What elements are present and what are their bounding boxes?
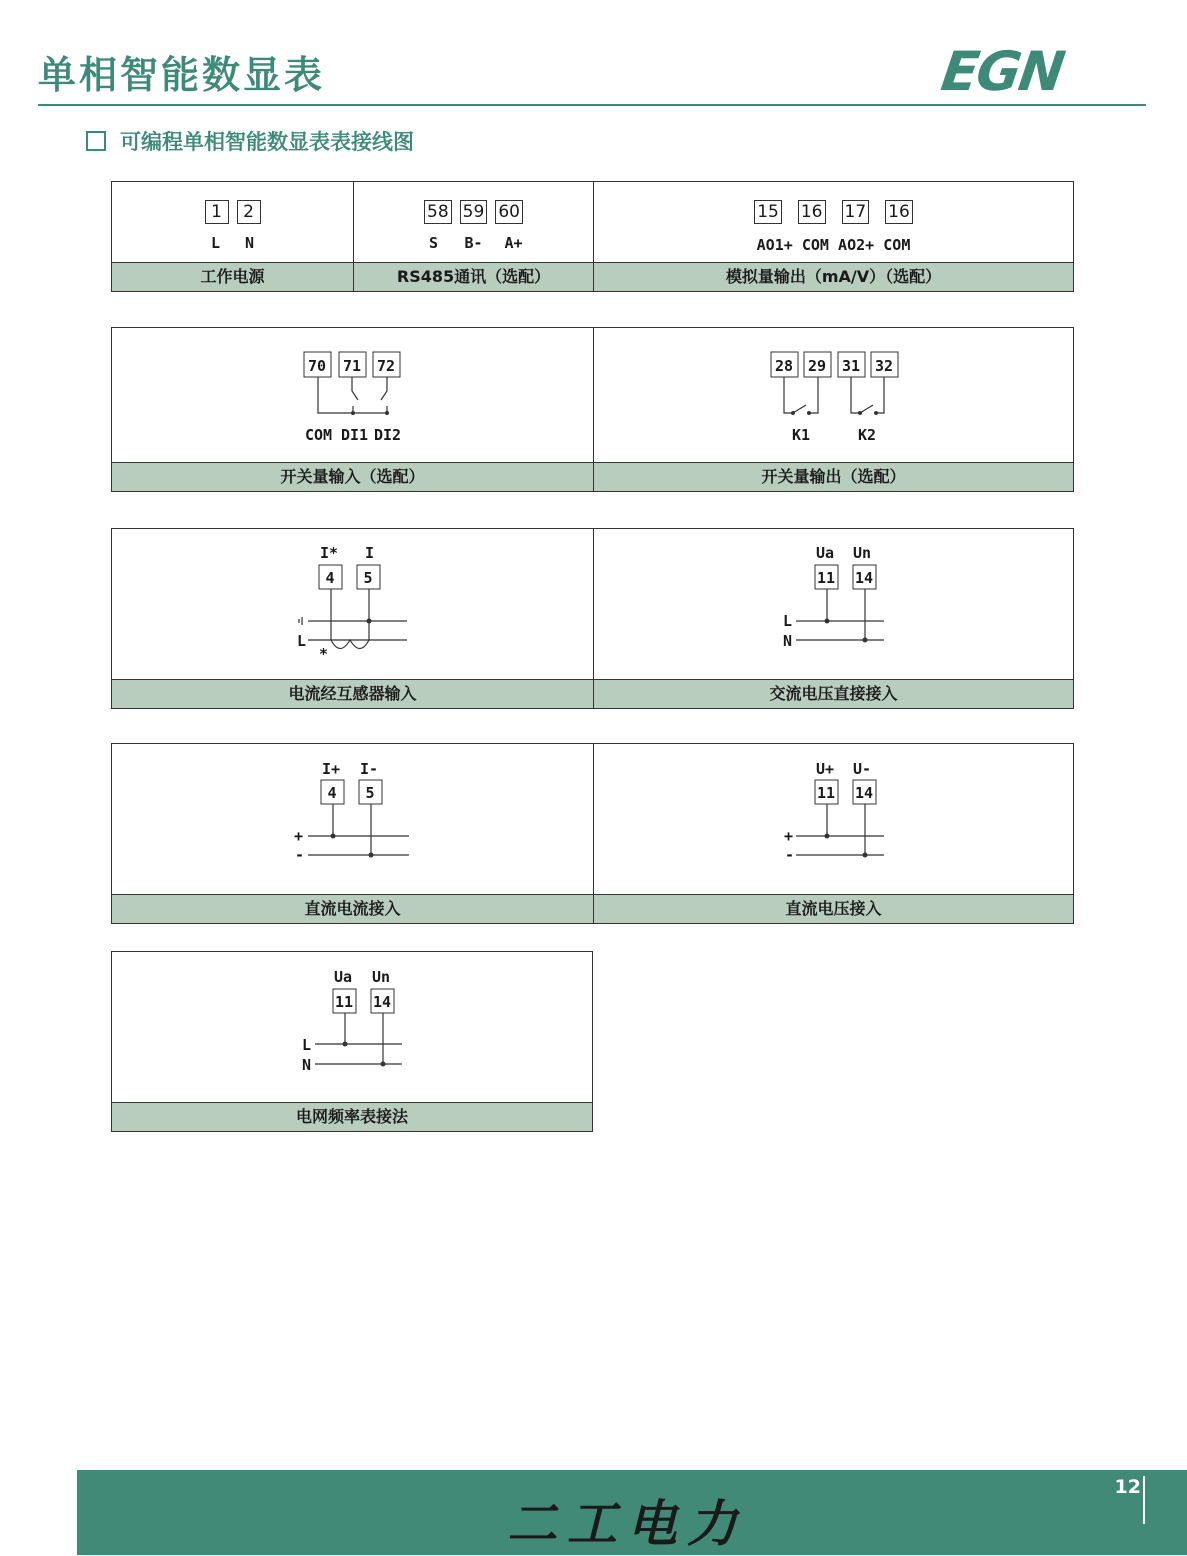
caption-ct: 电流经互感器输入 — [112, 679, 593, 708]
top-label: I — [365, 544, 375, 562]
top-label: U- — [853, 760, 872, 778]
caption-freq: 电网频率表接法 — [112, 1102, 592, 1131]
line-label: - — [785, 846, 795, 864]
junction-dot — [381, 1062, 386, 1067]
terminal-label: AO2+ — [838, 236, 875, 254]
line-label: + — [784, 827, 794, 845]
row5-box — [111, 951, 593, 1132]
dcv-diagram — [594, 744, 1074, 897]
terminal-label: K2 — [858, 426, 877, 444]
junction-dot — [369, 853, 374, 858]
terminal-number: 29 — [807, 357, 827, 375]
rs485-cell — [353, 182, 593, 291]
section-title: 可编程单相智能数显表表接线图 — [86, 126, 414, 156]
terminal-number: 11 — [334, 993, 354, 1011]
junction-dot — [331, 834, 336, 839]
analog-cell — [593, 182, 1073, 291]
line-label: N — [783, 632, 793, 650]
top-label: I- — [360, 760, 379, 778]
page-number-divider — [1143, 1476, 1145, 1524]
page-number: 12 — [1114, 1476, 1141, 1498]
dci-diagram — [112, 744, 593, 897]
power-cell — [112, 182, 353, 291]
caption-di: 开关量输入（选配） — [112, 462, 593, 491]
ct-wiring — [299, 589, 407, 649]
terminal: 2 — [237, 200, 261, 224]
line-label: N — [302, 1056, 312, 1074]
terminal-number: 4 — [325, 569, 335, 587]
ct-diagram — [112, 529, 593, 682]
terminal: 60 — [495, 200, 523, 224]
freq-wiring — [315, 1013, 402, 1064]
row1-box — [111, 181, 1074, 292]
line-label: + — [294, 827, 304, 845]
terminal-number: 4 — [327, 784, 337, 802]
header-divider — [38, 104, 1146, 106]
terminal-number: 14 — [854, 784, 874, 802]
caption-analog: 模拟量输出（mA/V）（选配） — [594, 262, 1073, 291]
terminal-number: 5 — [363, 569, 373, 587]
terminal-number: 71 — [342, 357, 362, 375]
junction-dot — [791, 411, 795, 415]
junction-dot — [385, 411, 389, 415]
dcv-cell — [593, 744, 1073, 923]
acv-diagram — [594, 529, 1074, 682]
caption-acv: 交流电压直接接入 — [594, 679, 1073, 708]
top-label: Un — [853, 544, 872, 562]
terminal-number: 72 — [376, 357, 396, 375]
terminal-number: 11 — [816, 569, 836, 587]
egn-logo: EGN — [937, 40, 1067, 103]
terminal-label: N — [244, 234, 255, 252]
caption-rs485: RS485通讯（选配） — [354, 262, 593, 291]
row3-box — [111, 528, 1074, 709]
terminal: 16 — [885, 200, 913, 224]
top-label: Ua — [334, 968, 353, 986]
terminal-number: 11 — [816, 784, 836, 802]
terminal-label: L — [210, 234, 221, 252]
top-label: U+ — [816, 760, 835, 778]
star-label: * — [319, 645, 329, 663]
terminal-label: COM — [305, 426, 333, 444]
junction-dot — [858, 411, 862, 415]
caption-dcv: 直流电压接入 — [594, 894, 1073, 923]
junction-dot — [351, 411, 355, 415]
caption-power: 工作电源 — [112, 262, 353, 291]
freq-diagram — [112, 952, 592, 1105]
terminal: 16 — [798, 200, 826, 224]
acv-cell — [593, 529, 1073, 708]
terminal-label: COM — [801, 236, 829, 254]
top-label: Ua — [816, 544, 835, 562]
terminal-number: 32 — [874, 357, 894, 375]
terminal-number: 28 — [774, 357, 794, 375]
terminal: 17 — [842, 200, 870, 224]
terminal-label: COM — [883, 236, 911, 254]
terminal-label: DI2 — [374, 426, 402, 444]
terminal-number: 5 — [365, 784, 375, 802]
footer-logo: 二工电力 — [507, 1495, 747, 1553]
junction-dot — [343, 1042, 348, 1047]
caption-do: 开关量输出（选配） — [594, 462, 1073, 491]
junction-dot — [825, 834, 830, 839]
line-label: L — [783, 612, 793, 630]
terminal-label: S — [428, 234, 439, 252]
terminal-label: AO1+ — [756, 236, 793, 254]
checkbox-icon — [86, 131, 106, 151]
terminal-number: 14 — [372, 993, 392, 1011]
terminal: 1 — [205, 200, 229, 224]
terminal-label: A+ — [504, 234, 523, 252]
dci-cell — [112, 744, 593, 923]
top-label: Un — [372, 968, 391, 986]
page-title: 单相智能数显表 — [38, 53, 326, 97]
terminal: 58 — [424, 200, 452, 224]
junction-dot — [874, 411, 878, 415]
junction-dot — [863, 638, 868, 643]
do-diagram — [594, 328, 1074, 465]
junction-dot — [825, 619, 830, 624]
line-label: - — [295, 846, 305, 864]
top-label: I* — [320, 544, 339, 562]
terminal-number: 31 — [841, 357, 861, 375]
di-diagram — [112, 328, 593, 465]
line-label: L — [297, 632, 307, 650]
junction-dot — [367, 619, 372, 624]
row4-box — [111, 743, 1074, 924]
di-wiring — [318, 377, 387, 413]
footer-bar — [77, 1470, 1187, 1555]
caption-dci: 直流电流接入 — [112, 894, 593, 923]
terminal-number: 70 — [307, 357, 327, 375]
junction-dot — [863, 853, 868, 858]
terminal-label: K1 — [792, 426, 811, 444]
top-label: I+ — [322, 760, 341, 778]
junction-dot — [807, 411, 811, 415]
do-cell — [593, 328, 1073, 491]
row2-box — [111, 327, 1074, 492]
line-label: L — [302, 1036, 312, 1054]
dci-wiring — [308, 804, 409, 855]
terminal-label: B- — [464, 234, 483, 252]
terminal: 15 — [754, 200, 782, 224]
terminal: 59 — [460, 200, 488, 224]
terminal-label: DI1 — [341, 426, 369, 444]
terminal-number: 14 — [854, 569, 874, 587]
acv-wiring — [796, 589, 884, 640]
di-cell — [112, 328, 593, 491]
do-wiring — [784, 377, 884, 413]
freq-cell — [112, 952, 592, 1131]
ct-cell — [112, 529, 593, 708]
dcv-wiring — [796, 804, 884, 855]
